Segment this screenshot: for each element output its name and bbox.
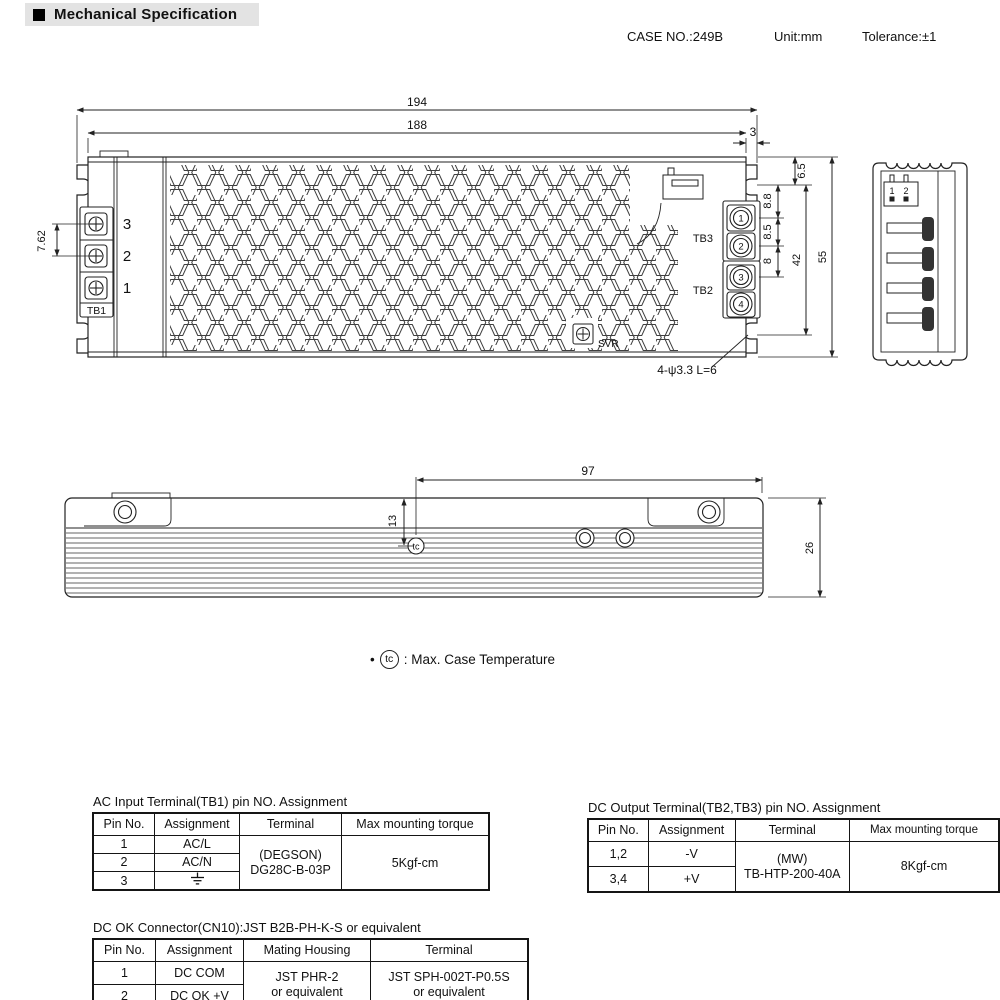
table-row xyxy=(588,842,999,867)
table-row xyxy=(93,836,489,854)
ac-input-table-section xyxy=(92,794,490,891)
table-cell: 5Kgf-cm xyxy=(342,836,490,891)
dim-8-label: 8 xyxy=(762,257,774,265)
table-cell: 1 xyxy=(93,836,155,854)
tb1-pin3-label: 3 xyxy=(122,216,132,233)
tc-symbol: tc xyxy=(380,650,399,669)
svr-label: SVR xyxy=(598,339,619,350)
tb3-label: TB3 xyxy=(692,233,713,245)
ac-input-table xyxy=(92,812,490,891)
dim-55-label: 55 xyxy=(817,250,829,264)
terminal-line2: or equivalent xyxy=(413,984,485,999)
dc-output-table-section xyxy=(587,800,1000,893)
table-cell: 2 xyxy=(93,854,155,872)
side-pin2-label: 2 xyxy=(903,186,909,196)
bullet-icon: • xyxy=(370,652,375,667)
mating-housing-line2: or equivalent xyxy=(271,984,343,999)
table-cell xyxy=(244,962,371,1000)
dim-8-5-label: 8.5 xyxy=(762,224,774,240)
side-view-drawing xyxy=(873,163,967,366)
honeycomb-vent xyxy=(170,165,678,351)
table-cell: AC/L xyxy=(155,836,240,854)
dim-188-label: 188 xyxy=(406,118,428,132)
table-header-cell: Terminal xyxy=(240,813,342,836)
tb1-label: TB1 xyxy=(86,305,107,317)
table-header-cell: Terminal xyxy=(371,939,529,962)
tb1-pin1-label: 1 xyxy=(122,280,132,297)
dc-pin2-label: 2 xyxy=(738,241,744,253)
table-header-cell: Pin No. xyxy=(93,939,156,962)
svr-adjust xyxy=(566,318,598,348)
dc-ok-table-title: DC OK Connector(CN10):JST B2B-PH-K-S or equivalent xyxy=(93,920,421,935)
terminal-line2: DG28C-B-03P xyxy=(250,862,331,877)
dim-13-label: 13 xyxy=(387,514,399,528)
table-cell: 2 xyxy=(93,985,156,1000)
bottom-view-drawing xyxy=(65,477,826,597)
terminal-line1: (DEGSON) xyxy=(259,848,322,863)
table-cell xyxy=(371,962,529,1000)
front-view-drawing xyxy=(52,110,838,367)
dc-ok-table-section xyxy=(92,920,529,1000)
table-cell: 1,2 xyxy=(588,842,648,867)
side-pin1-label: 1 xyxy=(889,186,895,196)
terminal-line1: (MW) xyxy=(776,852,808,867)
dc-output-table xyxy=(587,818,1000,893)
table-header-cell: Pin No. xyxy=(588,819,648,842)
table-cell xyxy=(735,842,849,893)
mounting-hole-note: 4-ψ3.3 L=6 xyxy=(657,363,717,377)
tolerance-label: Tolerance:±1 xyxy=(862,29,937,44)
unit-label: Unit:mm xyxy=(774,29,823,44)
dc-pin3-label: 3 xyxy=(738,272,744,284)
table-cell: DC COM xyxy=(156,962,244,985)
table-cell: +V xyxy=(648,867,735,893)
tc-note-text: : Max. Case Temperature xyxy=(403,652,556,667)
table-cell: 8Kgf-cm xyxy=(849,842,999,893)
table-header-cell: Mating Housing xyxy=(244,939,371,962)
dim-8-8-label: 8.8 xyxy=(762,193,774,209)
dim-3-label: 3 xyxy=(749,125,757,139)
table-header-cell: Assignment xyxy=(155,813,240,836)
case-no-label: CASE NO.:249B xyxy=(627,29,724,44)
dim-194-label: 194 xyxy=(406,95,428,109)
table-cell xyxy=(155,872,240,891)
tc-point-label: tc xyxy=(412,541,420,552)
tb1-pin2-label: 2 xyxy=(122,248,132,265)
tb1-terminal-block xyxy=(80,207,113,317)
table-cell: DC OK +V xyxy=(156,985,244,1000)
table-header-cell: Assignment xyxy=(648,819,735,842)
table-header-cell: Assignment xyxy=(156,939,244,962)
mechanical-drawing xyxy=(0,85,1000,645)
terminal-line1: JST SPH-002T-P0.5S xyxy=(388,970,510,985)
dim-7-62-label: 7.62 xyxy=(36,230,48,252)
table-cell xyxy=(240,836,342,891)
table-header-cell: Max mounting torque xyxy=(849,819,999,842)
table-row xyxy=(93,962,528,985)
terminal-line2: TB-HTP-200-40A xyxy=(743,866,841,881)
tc-note xyxy=(370,650,555,669)
dc-pin4-label: 4 xyxy=(738,299,744,311)
table-header-cell: Pin No. xyxy=(93,813,155,836)
earth-ground-icon xyxy=(190,872,205,886)
table-cell: -V xyxy=(648,842,735,867)
dim-6-5-label: 6.5 xyxy=(796,163,808,179)
ac-input-table-title: AC Input Terminal(TB1) pin NO. Assignment xyxy=(93,794,348,809)
dim-97-label: 97 xyxy=(581,464,595,478)
table-header-cell: Max mounting torque xyxy=(342,813,490,836)
table-cell: 3 xyxy=(93,872,155,891)
dc-ok-table xyxy=(92,938,529,1000)
table-cell: AC/N xyxy=(155,854,240,872)
mating-housing-line1: JST PHR-2 xyxy=(275,970,339,985)
section-header xyxy=(25,3,259,26)
table-header-cell: Terminal xyxy=(735,819,849,842)
dc-output-table-title: DC Output Terminal(TB2,TB3) pin NO. Assignment xyxy=(588,800,881,815)
section-square-icon xyxy=(33,9,45,21)
dc-pin1-label: 1 xyxy=(738,213,744,225)
dim-26-label: 26 xyxy=(804,541,816,555)
table-cell: 3,4 xyxy=(588,867,648,893)
tb2-label: TB2 xyxy=(692,285,713,297)
page-title: Mechanical Specification xyxy=(54,6,238,23)
dim-42-label: 42 xyxy=(791,253,803,267)
table-cell: 1 xyxy=(93,962,156,985)
